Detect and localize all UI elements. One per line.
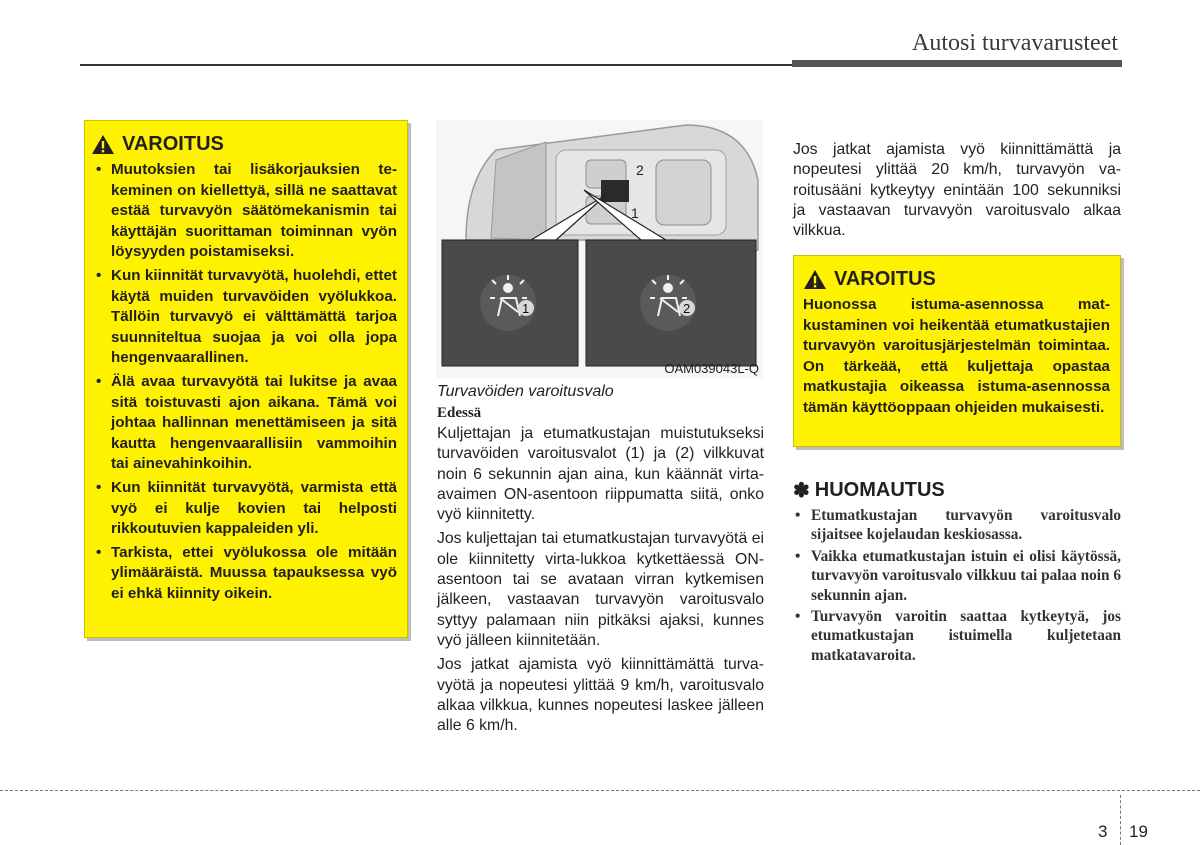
warning-box-right [793, 255, 1121, 447]
body-paragraph: Jos kuljettajan tai etumatkustajan turvavyötä ei ole kiinnitetty virta-lukkoa kytkettäessä ON-asentoon tai se avataan virran kytkemisen jälkeen, vastaavan turvavyön varoitusvalo syttyy palamaan niin pitkäksi ajaksi, kunnes vyö jälleen kiinnitetään. [437, 530, 764, 649]
warning-item: • Älä avaa turvavyötä tai lukitse ja avaa sitä toistuvasti ajon aikana. Tämä voi johtaa hallinnan menettämiseen ja sitä kautta hengenvaarallisiin vammoihin tai ainevahinkoihin. [91, 372, 397, 475]
note-section [793, 478, 1121, 667]
section-subtitle: Turvavöiden varoitusvalo [437, 383, 614, 400]
warning-item: • Tarkista, ettei vyölukossa ole mitään ylimääräistä. Muussa tapauksessa vyö ei ehkä kiinnity oikein. [91, 543, 397, 605]
body-paragraph: Jos jatkat ajamista vyö kiinnittämättä ja nopeutesi ylittää 20 km/h, turvavyön varoitusääni kytkeytyy enintään 100 sekunniksi ja vastaavan turvavyön varoitusvalo alkaa vilkkua. [793, 141, 1121, 240]
car-interior-illustration [436, 120, 763, 378]
footer-divider [1120, 795, 1121, 845]
note-heading-text: HUOMAUTUS [814, 479, 945, 501]
body-paragraph: Jos jatkat ajamista vyö kiinnittämättä turvavyötä ja nopeutesi ylittää 9 km/h, varoitusvalo alkaa vilkkua, kunnes nopeutesi laskee jälleen alle 6 km/h. [437, 656, 764, 735]
warning-text: Huonossa istuma-asennossa matkustaminen voi heikentää etumatkustajien turvavyön varoitusjärjestelmän toimintaa. On tärkeää, että kuljettaja opastaa matkustajia oikeassa istuma-asennossa tämän käyttöoppaan ohjeiden mukaisesti. [803, 296, 1110, 416]
warning-item: • Kun kiinnität turvavyötä, huolehdi, ettet käytä muiden turvavöiden vyölukkoa. Tällöin turvavyö ei välttämättä tarjoa suunniteltua suojaa ja voi olla jopa hengenvaarallinen. [91, 266, 397, 369]
warning-heading-text: VAROITUS [834, 268, 936, 290]
warning-heading [91, 133, 397, 156]
figure-callout-2: 2 [636, 162, 644, 178]
right-column [793, 140, 1121, 245]
note-heading [793, 478, 1121, 503]
note-item: • Etumatkustajan turvavyön varoitusvalo sijaitsee kojelaudan keskiosassa. [793, 506, 1121, 545]
warning-box-left [84, 120, 408, 638]
warning-heading [803, 268, 1110, 291]
warning-triangle-icon [91, 134, 115, 155]
page-header-title: Autosi turvavarusteet [912, 30, 1118, 56]
header-bar [792, 60, 1122, 67]
note-list [793, 506, 1121, 665]
warning-triangle-icon [803, 269, 827, 290]
warning-heading-text: VAROITUS [122, 133, 224, 155]
warning-list [91, 160, 397, 604]
footer-rule [0, 790, 1200, 791]
figure-code: OAM039043L-Q [664, 361, 759, 376]
note-item: • Vaikka etumatkustajan istuin ei olisi käytössä, turvavyön varoitusvalo vilkkuu tai palaa noin 6 sekunnin ajan. [793, 547, 1121, 605]
section-subheading: Edessä [437, 405, 482, 421]
header-rule [80, 64, 792, 66]
asterisk-icon: ✽ [793, 480, 810, 502]
figure-callout-1: 1 [631, 205, 639, 221]
middle-column [437, 383, 764, 740]
page-number: 19 [1129, 822, 1148, 841]
warning-item: • Kun kiinnität turvavyötä, varmista että vyö ei kulje kovien tai helposti rikkoutuvien kappaleiden yli. [91, 478, 397, 540]
note-item: • Turvavyön varoitin saattaa kytkeytyä, jos etumatkustajan istuimella kuljetetaan matkatavaroita. [793, 607, 1121, 665]
warning-item: • Muutoksien tai lisäkorjauksien tekeminen on kiellettyä, sillä ne saattavat estää turvavyön säätömekanismin tai käyttäjän suorittaman toiminnan vyön löysyyden poistamiseksi. [91, 160, 397, 263]
body-paragraph: Kuljettajan ja etumatkustajan muistutukseksi turvavöiden varoitusvalot (1) ja (2) vilkkuvat noin 6 sekunnin ajan aina, kun käännät virta-avaimen ON-asentoon riippumatta siitä, onko vyö kiinnitetty. [437, 425, 764, 524]
svg-text:1: 1 [522, 301, 530, 316]
svg-text:2: 2 [683, 301, 691, 316]
seatbelt-warning-figure [436, 120, 763, 378]
chapter-number: 3 [1098, 822, 1108, 841]
